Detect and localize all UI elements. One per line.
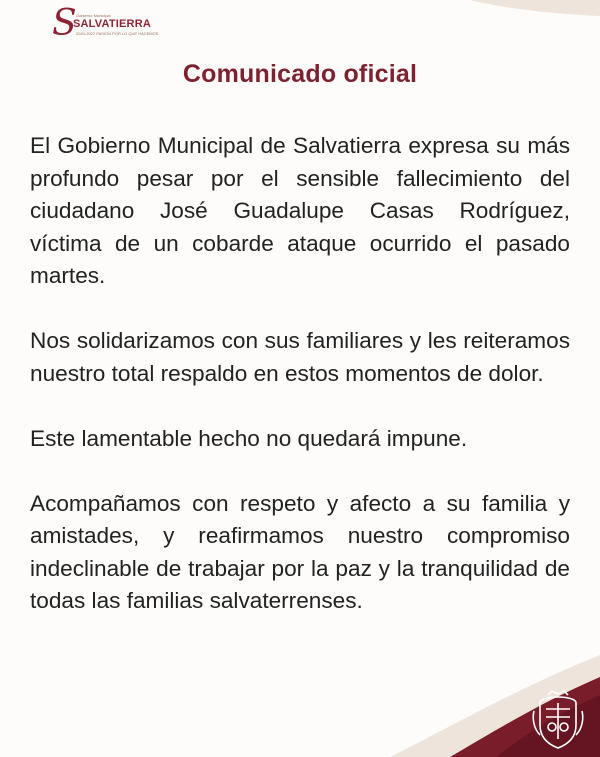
logo-top-text: Gobierno Municipal — [76, 13, 111, 18]
paragraph-condolence: El Gobierno Municipal de Salvatierra expresa su más profundo pesar por el sensible fallecimiento del ciudadano José Guadalupe Casas Rodríguez, víctima de un cobarde ataque ocurrido el pasado martes. — [30, 133, 570, 288]
logo-name: SALVATIERRA — [73, 18, 151, 30]
paragraph-justice: Este lamentable hecho no quedará impune. — [30, 425, 468, 451]
paragraph-commitment: Acompañamos con respeto y afecto a su familia y amistades, y reafirmamos nuestro compromiso indeclinable de trabajar por la paz y la tranquilidad de todas las familias salvaterrenses. — [30, 490, 570, 613]
coat-of-arms-icon — [530, 689, 586, 751]
communique-body — [30, 130, 570, 650]
logo-sub-text: 2024-2027 PASION POR LO QUE HACEMOS — [76, 31, 159, 36]
corner-decoration-top — [450, 0, 600, 16]
paragraph-solidarity: Nos solidarizamos con sus familiares y les reiteramos nuestro total respaldo en estos momentos de dolor. — [30, 328, 570, 386]
document-title: Comunicado oficial — [182, 60, 418, 88]
salvatierra-logo-icon: S Gobierno Municipal SALVATIERRA 2024-2027 PASION POR LO QUE HACEMOS — [52, 3, 159, 44]
